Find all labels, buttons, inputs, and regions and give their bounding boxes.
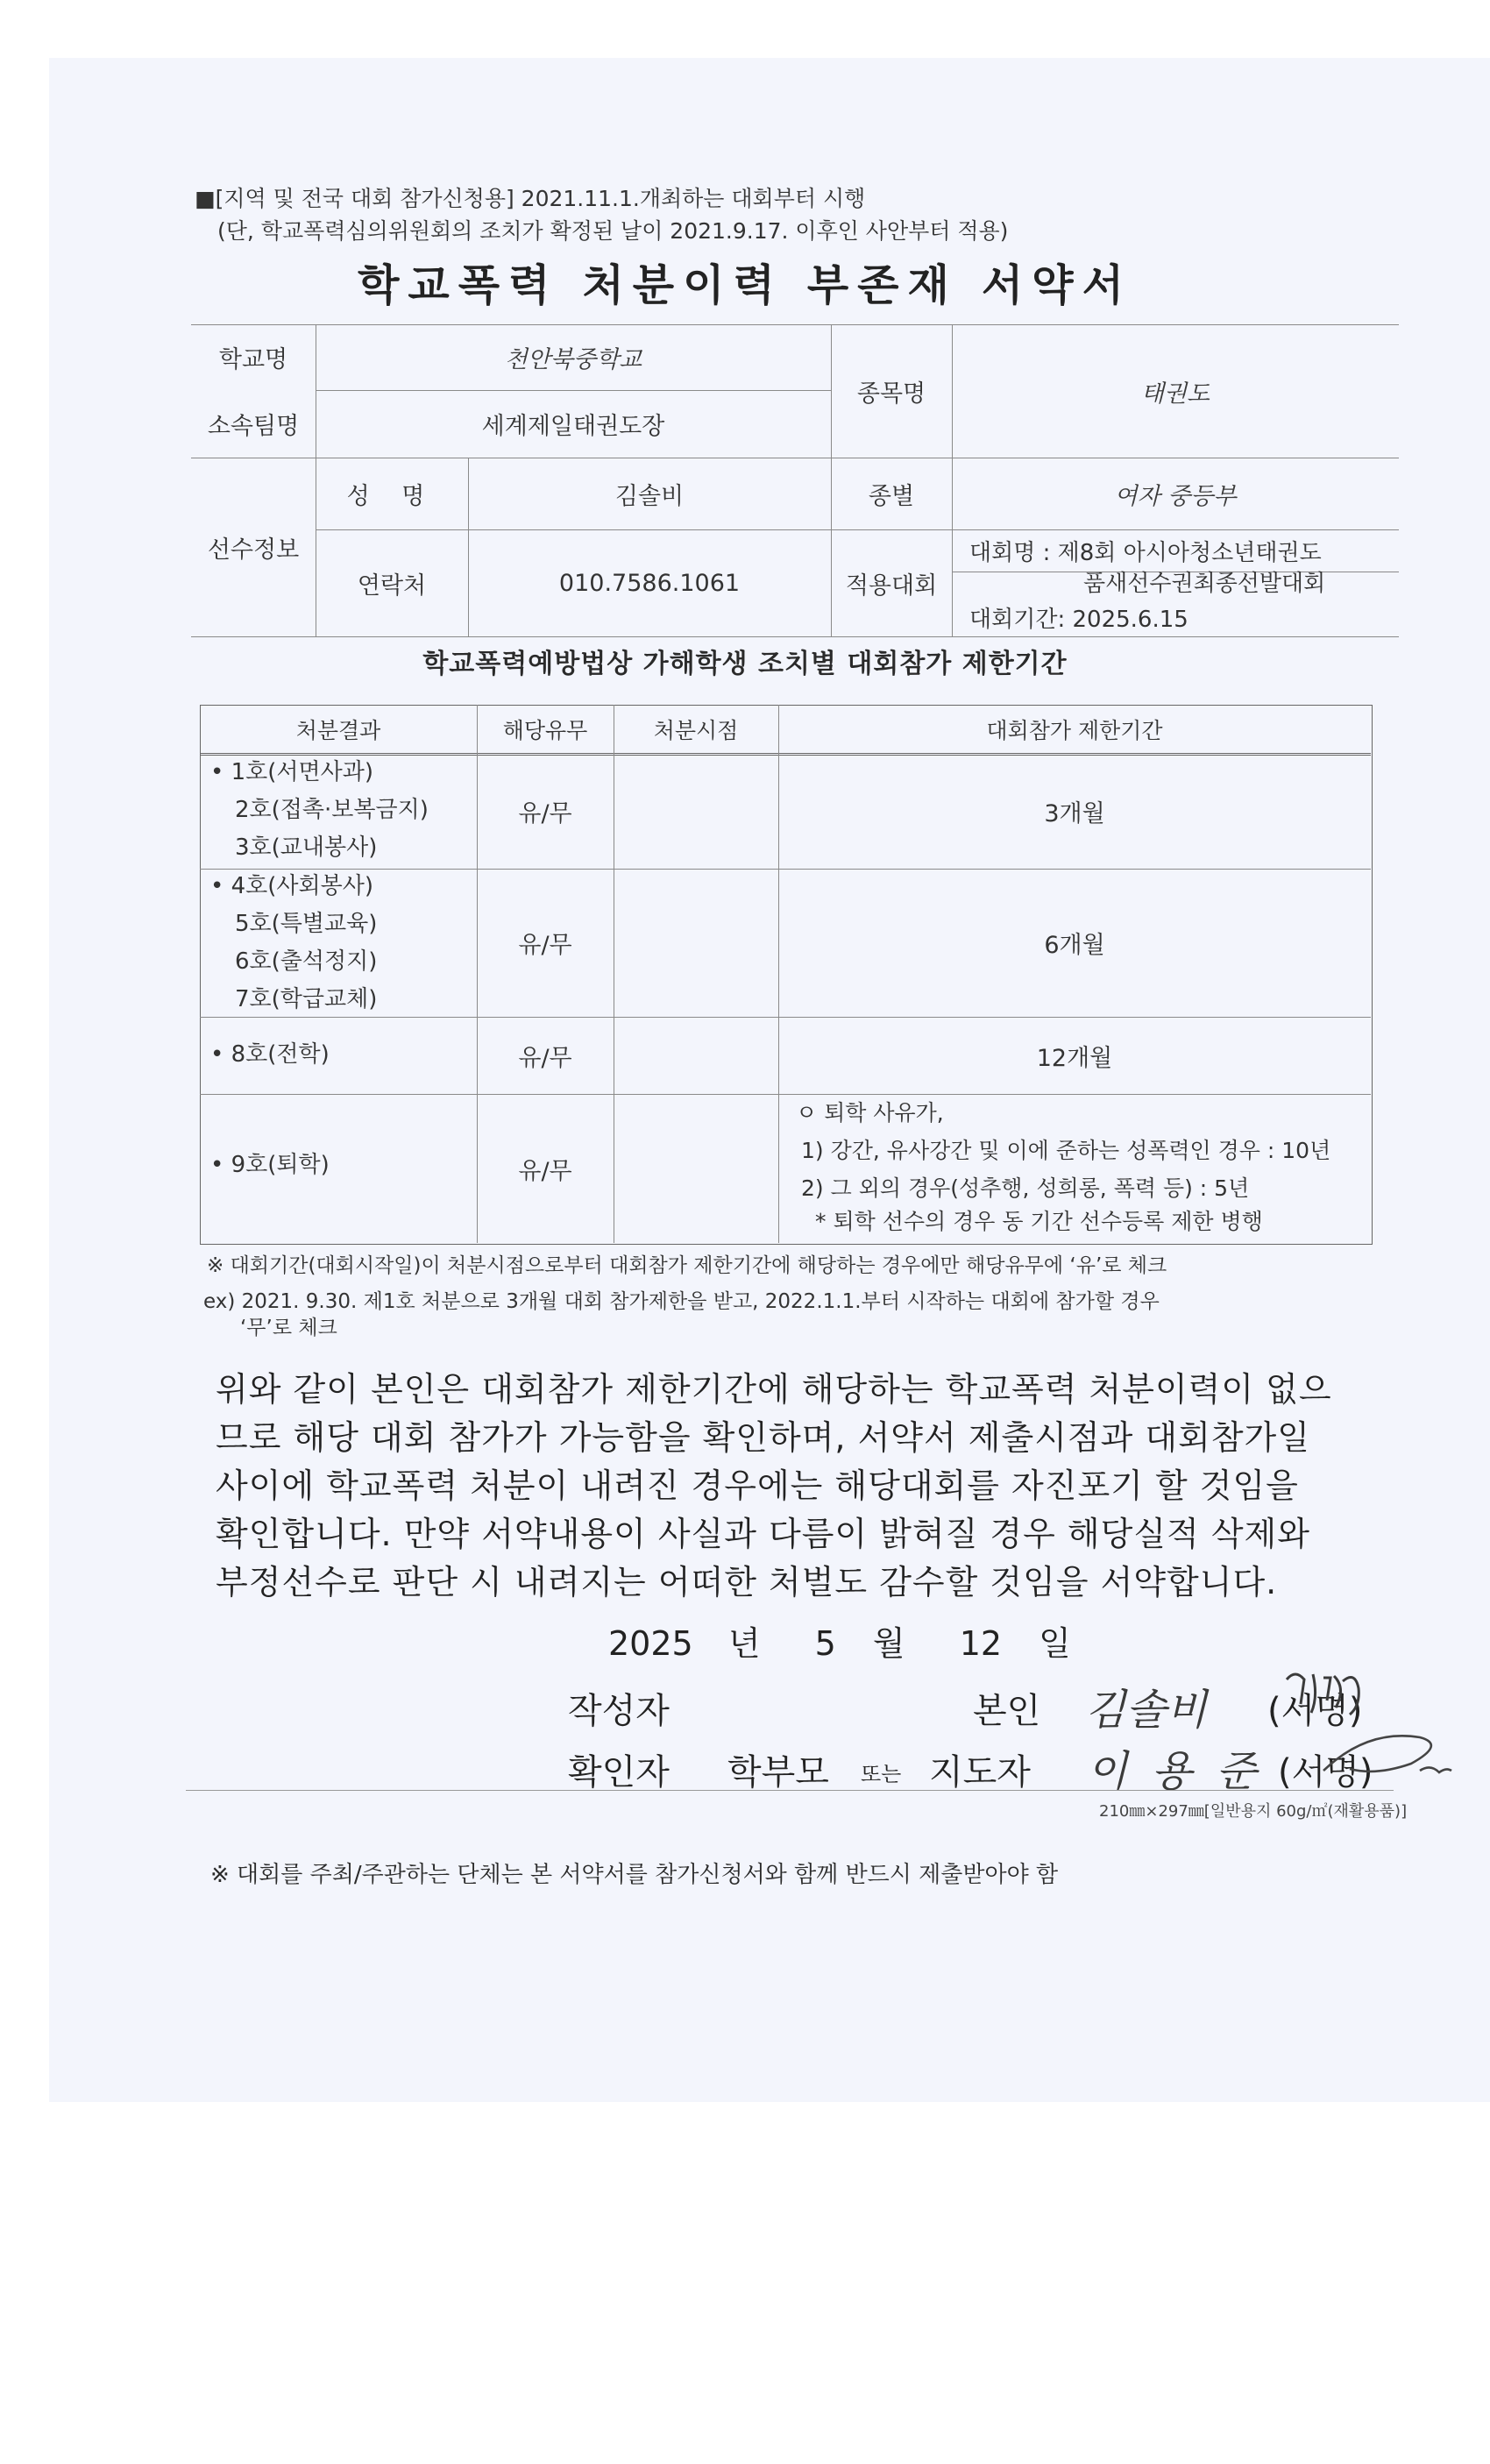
header-line-1-text: [지역 및 전국 대회 참가신청용] 2021.11.1.개최하는 대회부터 시행: [215, 186, 866, 211]
row-1-period: 3개월: [1044, 799, 1105, 827]
category-label: 종별: [868, 482, 915, 510]
date-year-unit: 년: [727, 1624, 761, 1663]
event-name-line-1: 대회명 : 제8회 아시아청소년태권도: [969, 540, 1322, 566]
row-2-items: [210, 868, 377, 1019]
note-1: ※ 대회기간(대회시작일)이 처분시점으로부터 대회참가 제한기간에 해당하는 경우에만 해당유무에 ‘유’로 체크: [207, 1254, 1167, 1277]
table-header-result: 처분결과: [295, 717, 381, 743]
or-label: 또는: [861, 1762, 902, 1786]
sport-label: 종목명: [856, 380, 926, 408]
category-value: 여자 중등부: [1114, 482, 1237, 510]
school-label: 학교명: [218, 346, 288, 373]
row-1-item-3: 3호(교내봉사): [235, 834, 378, 861]
event-period: 대회기간: 2025.6.15: [969, 607, 1188, 633]
row-3-item-1: • 8호(전학): [210, 1041, 330, 1068]
row-2-date[interactable]: [614, 869, 778, 1017]
row-4-item-1: • 9호(퇴학): [210, 1152, 330, 1178]
row-2-item-4: 7호(학급교체): [235, 986, 378, 1012]
row-2-item-3: 6호(출석정지): [235, 948, 378, 975]
parent-label: 학부모: [727, 1752, 829, 1793]
pledge-line-3: 사이에 학교폭력 처분이 내려진 경우에는 해당대회를 자진포기 할 것임을: [216, 1466, 1299, 1505]
date-year: 2025: [608, 1624, 693, 1663]
coach-label: 지도자: [929, 1752, 1031, 1793]
date-day: 12: [959, 1624, 1003, 1663]
sport-value: 태권도: [1140, 380, 1210, 408]
row-3-date[interactable]: [614, 1017, 778, 1094]
row-4-yes-no[interactable]: 유/무: [518, 1157, 572, 1185]
coach-sign-label: (서명): [1278, 1752, 1373, 1793]
self-label: 본인: [973, 1691, 1041, 1731]
header-mark: ■: [195, 186, 216, 211]
row-3-items: [210, 1036, 330, 1074]
row-4-date[interactable]: [614, 1094, 778, 1243]
writer-label: 작성자: [568, 1691, 670, 1731]
signature-divider: [186, 1790, 1394, 1791]
name-label: 성 명: [346, 482, 437, 510]
school-value: 천안북중학교: [504, 346, 642, 373]
pledge-line-5: 부정선수로 판단 시 내려지는 어떠한 처벌도 감수할 것임을 서약합니다.: [216, 1563, 1278, 1601]
team-label: 소속팀명: [207, 413, 300, 440]
row-2-yes-no[interactable]: 유/무: [518, 932, 572, 959]
row-1-items: [210, 754, 429, 867]
header-line-2: (단, 학교폭력심의위원회의 조치가 확정된 날이 2021.9.17. 이후인 사안부터 적용): [217, 218, 1009, 244]
pledge-date: [608, 1616, 1071, 1665]
coach-signature-name[interactable]: 이 용 준: [1087, 1747, 1262, 1796]
row-4-period: [796, 1094, 1330, 1237]
header-line-1: [195, 181, 865, 213]
pledge-text: [216, 1366, 1373, 1607]
date-month-unit: 월: [872, 1624, 905, 1663]
paper-spec: 210㎜×297㎜[일반용지 60g/㎡(재활용품)]: [1099, 1802, 1408, 1821]
example-line-1: ex) 2021. 9.30. 제1호 처분으로 3개월 대회 참가제한을 받고, 2022.1.1.부터 시작하는 대회에 참가할 경우: [203, 1290, 1160, 1313]
pledge-line-2: 므로 해당 대회 참가가 가능함을 확인하며, 서약서 제출시점과 대회참가일: [216, 1418, 1310, 1457]
document-title: 학교폭력 처분이력 부존재 서약서: [358, 260, 1132, 310]
table-header-date: 처분시점: [653, 717, 739, 743]
pledge-line-4: 확인합니다. 만약 서약내용이 사실과 다름이 밝혀질 경우 해당실적 삭제와: [216, 1515, 1310, 1553]
row-4-period-line-2: 1) 강간, 유사강간 및 이에 준하는 성폭력인 경우 : 10년: [801, 1138, 1331, 1163]
date-month: 5: [814, 1624, 836, 1663]
row-2-period: 6개월: [1044, 932, 1105, 959]
row-4-period-line-3: 2) 그 외의 경우(성추행, 성희롱, 폭력 등) : 5년: [801, 1175, 1250, 1201]
contact-label: 연락처: [357, 572, 427, 600]
example-line-2: ‘무’로 체크: [240, 1317, 337, 1339]
event-label: 적용대회: [845, 572, 938, 600]
row-1-item-2: 2호(접촉·보복금지): [235, 797, 429, 823]
row-2-item-2: 5호(특별교육): [235, 911, 378, 937]
name-value: 김솔비: [614, 482, 685, 510]
row-3-yes-no[interactable]: 유/무: [518, 1044, 572, 1072]
event-name-line-2: 품새선수권최종선발대회: [1083, 571, 1326, 597]
self-signature-name[interactable]: 김솔비: [1085, 1686, 1208, 1735]
pledge-line-1: 위와 같이 본인은 대회참가 제한기간에 해당하는 학교폭력 처분이력이 없으: [216, 1370, 1332, 1409]
footer-note: ※ 대회를 주최/주관하는 단체는 본 서약서를 참가신청서와 함께 반드시 제출받아야 함: [210, 1862, 1059, 1888]
date-day-unit: 일: [1039, 1624, 1071, 1663]
row-4-items: [210, 1147, 330, 1184]
confirmer-label: 확인자: [568, 1752, 670, 1793]
row-1-yes-no[interactable]: 유/무: [518, 799, 572, 827]
row-1-date[interactable]: [614, 753, 778, 869]
player-info-label: 선수정보: [207, 536, 300, 564]
table-header-period: 대회참가 제한기간: [986, 717, 1163, 743]
coach-handwritten-signature: [1315, 1720, 1455, 1790]
contact-value: 010.7586.1061: [558, 569, 741, 597]
row-3-period: 12개월: [1036, 1044, 1113, 1072]
row-4-period-line-1: ㅇ 퇴학 사유가,: [796, 1100, 944, 1125]
table-header-applicable: 해당유무: [502, 717, 588, 743]
row-1-item-1: • 1호(서면사과): [210, 759, 374, 785]
row-4-period-line-4: * 퇴학 선수의 경우 동 기간 선수등록 제한 병행: [815, 1209, 1263, 1234]
restriction-title: 학교폭력예방법상 가해학생 조치별 대회참가 제한기간: [422, 649, 1068, 679]
team-value: 세계제일태권도장: [481, 413, 665, 440]
self-sign-label: (서명): [1267, 1691, 1363, 1731]
info-table-bottom-border: [191, 636, 1399, 637]
row-2-item-1: • 4호(사회봉사): [210, 873, 374, 899]
